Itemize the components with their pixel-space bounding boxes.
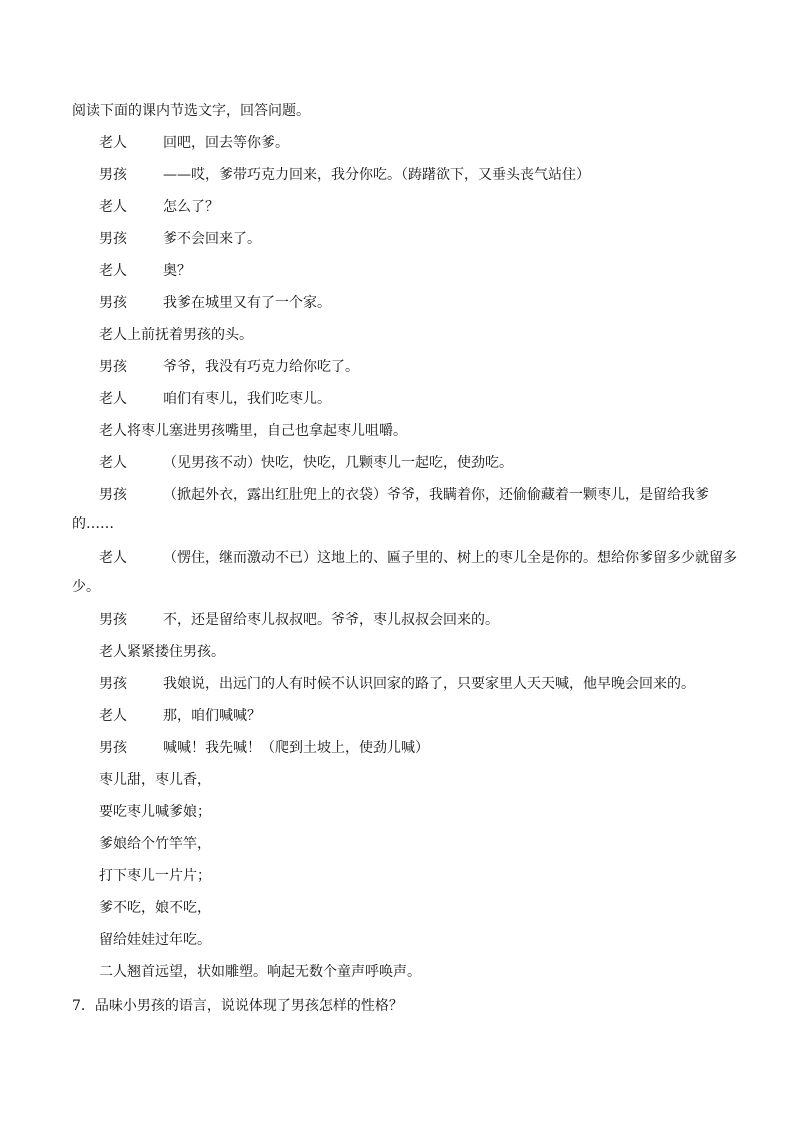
dialog-line	[99, 485, 749, 505]
dialog-continuation: 的……	[72, 516, 114, 532]
intro-text: 阅读下面的课内节选文字，回答问题。	[72, 103, 310, 119]
song-line: 打下枣儿一片片；	[99, 868, 211, 884]
speaker-label: 男孩	[99, 612, 127, 628]
dialog-text: 怎么了？	[163, 199, 219, 215]
dialog-line	[99, 706, 749, 726]
speaker-label: 老人	[99, 708, 127, 724]
speaker-label: 老人	[99, 455, 127, 471]
speaker-label: 男孩	[99, 231, 127, 247]
dialog-line	[99, 548, 749, 568]
dialog-text: 咱们有枣儿，我们吃枣儿。	[163, 391, 331, 407]
dialog-line	[99, 261, 749, 281]
dialog-text: 爹不会回来了。	[163, 231, 261, 247]
dialog-text: （掀起外衣，露出红肚兜上的衣袋）爷爷，我瞒着你，还偷偷藏着一颗枣儿，是留给我爹	[163, 487, 709, 503]
speaker-label: 老人	[99, 263, 127, 279]
speaker-label: 老人	[99, 135, 127, 151]
dialog-line	[99, 674, 749, 694]
question-text: 7．品味小男孩的语言，说说体现了男孩怎样的性格？	[72, 998, 403, 1014]
speaker-label: 男孩	[99, 740, 127, 756]
dialog-text: 那，咱们喊喊？	[163, 708, 261, 724]
dialog-text: 不，还是留给枣儿叔叔吧。爷爷，枣儿叔叔会回来的。	[163, 612, 499, 628]
dialog-text: ——哎，爹带巧克力回来，我分你吃。（踌躇欲下，又垂头丧气站住）	[163, 167, 590, 183]
dialog-line	[99, 610, 749, 630]
dialog-line	[99, 389, 749, 409]
stage-direction: 老人将枣儿塞进男孩嘴里，自己也拿起枣儿咀嚼。	[99, 423, 407, 439]
dialog-text: （见男孩不动）快吃，快吃，几颗枣儿一起吃，使劲吃。	[163, 455, 513, 471]
speaker-label: 男孩	[99, 359, 127, 375]
stage-direction: 老人紧紧搂住男孩。	[99, 644, 225, 660]
dialog-text: 我娘说，出远门的人有时候不认识回家的路了，只要家里人天天喊，他早晚会回来的。	[163, 676, 695, 692]
dialog-text: 爷爷，我没有巧克力给你吃了。	[163, 359, 359, 375]
dialog-line	[99, 165, 749, 185]
speaker-label: 男孩	[99, 295, 127, 311]
speaker-label: 男孩	[99, 487, 127, 503]
speaker-label: 老人	[99, 199, 127, 215]
speaker-label: 老人	[99, 391, 127, 407]
song-line: 要吃枣儿喊爹娘；	[99, 804, 211, 820]
dialog-line	[99, 293, 749, 313]
dialog-line	[99, 453, 749, 473]
dialog-text: 奥？	[163, 263, 191, 279]
stage-direction: 二人翘首远望，状如雕塑。响起无数个童声呼唤声。	[99, 964, 421, 980]
speaker-label: 男孩	[99, 167, 127, 183]
dialog-text: 我爹在城里又有了一个家。	[163, 295, 331, 311]
speaker-label: 老人	[99, 550, 127, 566]
dialog-text: 喊喊！我先喊！（爬到土坡上，使劲儿喊）	[163, 740, 429, 756]
speaker-label: 男孩	[99, 676, 127, 692]
dialog-text: 回吧，回去等你爹。	[163, 135, 289, 151]
dialog-line	[99, 738, 749, 758]
song-line: 留给娃娃过年吃。	[99, 932, 211, 948]
song-line: 爹不吃，娘不吃，	[99, 900, 211, 916]
song-line: 爹娘给个竹竿竿，	[99, 836, 211, 852]
dialog-line	[99, 357, 749, 377]
dialog-line	[99, 229, 749, 249]
dialog-line	[99, 133, 749, 153]
dialog-line	[99, 197, 749, 217]
dialog-text: （愣住，继而激动不已）这地上的、匾子里的、树上的枣儿全是你的。想给你爹留多少就留多	[163, 550, 737, 566]
dialog-continuation: 少。	[72, 579, 100, 595]
stage-direction: 老人上前抚着男孩的头。	[99, 327, 253, 343]
song-line: 枣儿甜，枣儿香，	[99, 772, 211, 788]
